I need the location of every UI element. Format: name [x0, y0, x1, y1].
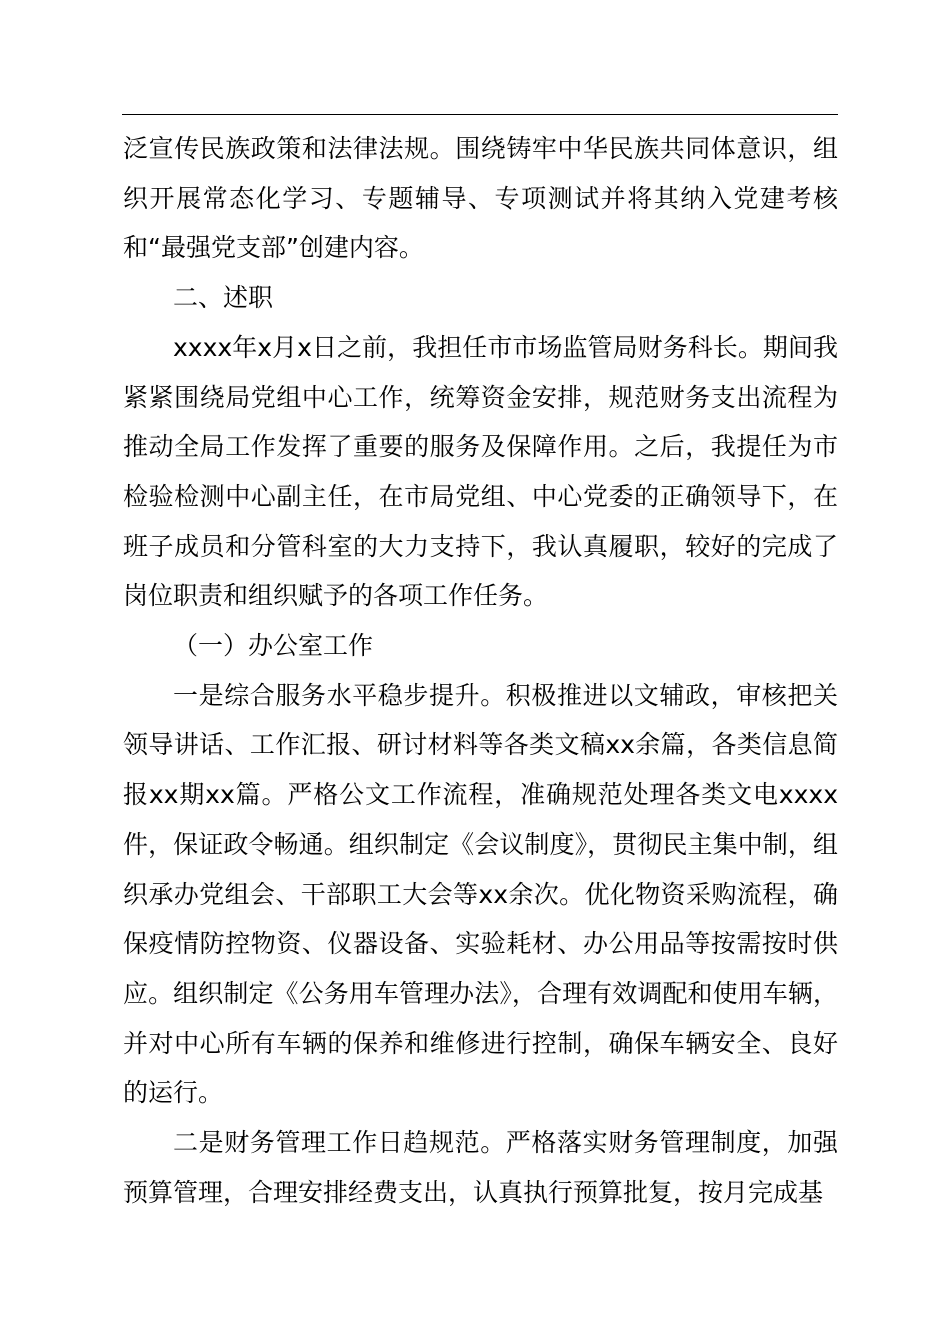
paragraph-continuation: 泛宣传民族政策和法律法规。围绕铸牢中华民族共同体意识，组织开展常态化学习、专题辅导、专项测试并将其纳入党建考核和“最强党支部”创建内容。 [123, 134, 838, 263]
subsection-heading-office-work: （一）办公室工作 [173, 631, 374, 661]
document-body [123, 124, 838, 1217]
paragraph-duty-intro: xxxx年x月x日之前，我担任市市场监管局财务科长。期间我紧紧围绕局党组中心工作，统筹资金安排，规范财务支出流程为推动全局工作发挥了重要的服务及保障作用。之后，我提任为市检验检测中心副主任，在市局党组、中心党委的正确领导下，在班子成员和分管科室的大力支持下，我认真履职，较好的完成了岗位职责和组织赋予的各项工作任务。 [123, 332, 838, 611]
section-heading-duty-report: 二、述职 [173, 283, 274, 313]
paragraph-comprehensive-service: 一是综合服务水平稳步提升。积极推进以文辅政，审核把关领导讲话、工作汇报、研讨材料等各类文稿xx余篇，各类信息简报xx期xx篇。严格公文工作流程，准确规范处理各类文电xxxx件，保证政令畅通。组织制定《会议制度》，贯彻民主集中制，组织承办党组会、干部职工大会等xx余次。优化物资采购流程，确保疫情防控物资、仪器设备、实验耗材、办公用品等按需按时供应。组织制定《公务用车管理办法》，合理有效调配和使用车辆，并对中心所有车辆的保养和维修进行控制，确保车辆安全、良好的运行。 [123, 680, 838, 1108]
paragraph-financial-management: 二是财务管理工作日趋规范。严格落实财务管理制度，加强预算管理，合理安排经费支出，认真执行预算批复，按月完成基 [123, 1128, 838, 1207]
header-rule [122, 114, 838, 115]
